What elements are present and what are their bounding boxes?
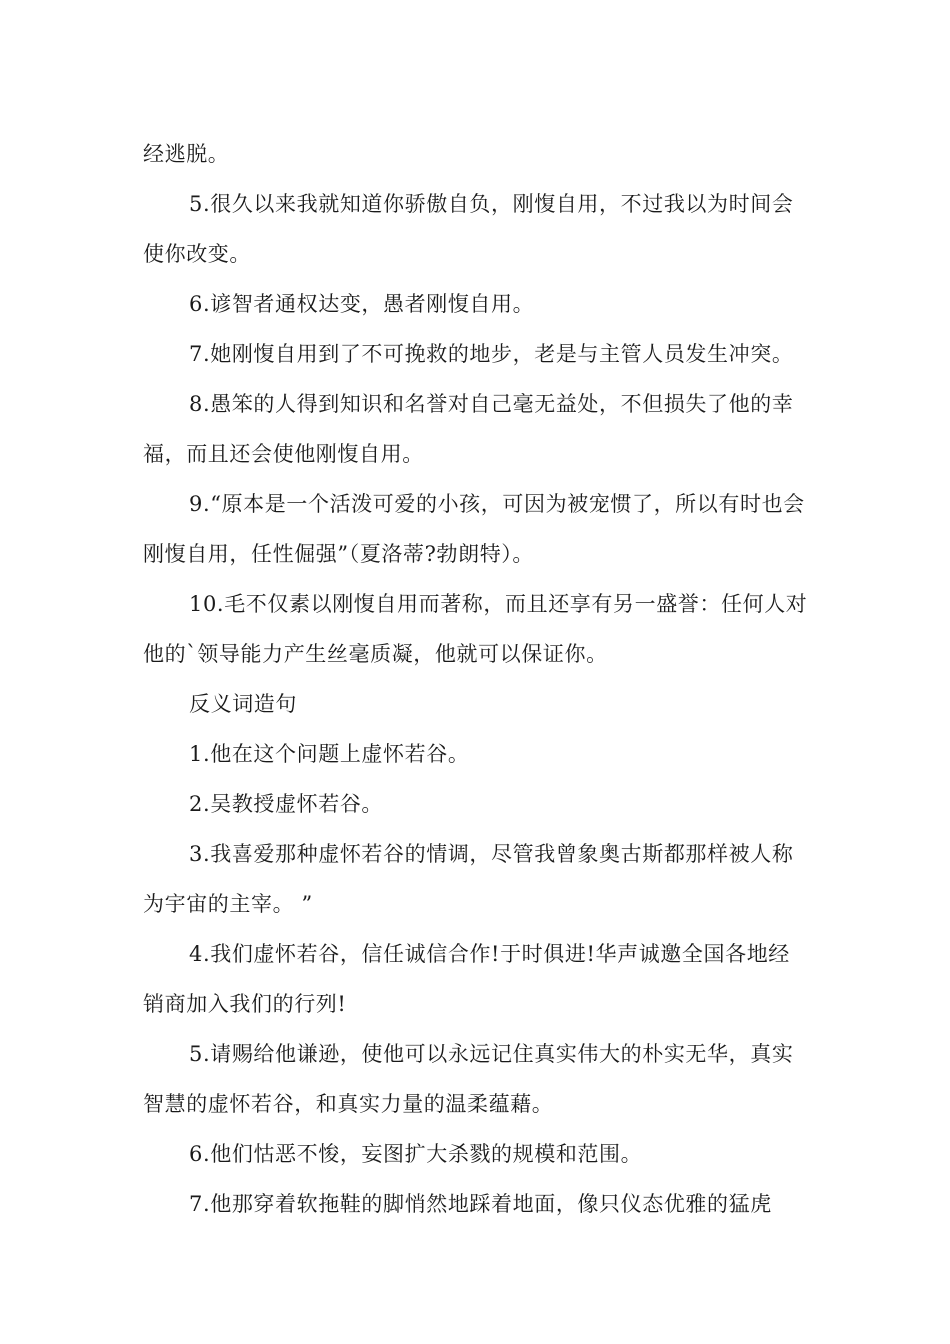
paragraph-example-6: 6.谚智者通权达变，愚者刚愎自用。 [189,292,535,316]
paragraph-antonym-3: 3.我喜爱那种虚怀若谷的情调，尽管我曾象奥古斯都那样被人称为宇宙的主宰。 ” [143,842,794,916]
paragraph-antonym-4: 4.我们虚怀若谷，信任诚信合作!于时俱进!华声诚邀全国各地经销商加入我们的行列! [143,942,790,1016]
document-body [143,129,808,1229]
paragraph-antonym-5: 5.请赐给他谦逊，使他可以永远记住真实伟大的朴实无华，真实智慧的虚怀若谷，和真实力量的温柔蕴藉。 [143,1042,794,1116]
paragraph-antonym-1: 1.他在这个问题上虚怀若谷。 [189,742,470,766]
paragraph-continuation: 经逃脱。 [143,142,230,166]
paragraph-example-10: 10.毛不仅素以刚愎自用而著称，而且还享有另一盛誉：任何人对他的`领导能力产生丝毫质凝，他就可以保证你。 [143,592,808,666]
paragraph-example-5: 5.很久以来我就知道你骄傲自负，刚愎自用，不过我以为时间会使你改变。 [143,192,794,266]
paragraph-example-8: 8.愚笨的人得到知识和名誉对自己毫无益处，不但损失了他的幸福，而且还会使他刚愎自用。 [143,392,794,466]
section-heading-antonym: 反义词造句 [189,692,297,716]
paragraph-antonym-6: 6.他们怙恶不悛，妄图扩大杀戮的规模和范围。 [189,1142,643,1166]
paragraph-antonym-2: 2.吴教授虚怀若谷。 [189,792,384,816]
paragraph-antonym-7: 7.他那穿着软拖鞋的脚悄然地踩着地面，像只仪态优雅的猛虎 [189,1192,772,1216]
paragraph-example-9: 9.“原本是一个活泼可爱的小孩，可因为被宠惯了，所以有时也会刚愎自用，任性倔强”（夏洛蒂?勃朗特）。 [143,492,805,566]
paragraph-example-7: 7.她刚愎自用到了不可挽救的地步，老是与主管人员发生冲突。 [189,342,794,366]
